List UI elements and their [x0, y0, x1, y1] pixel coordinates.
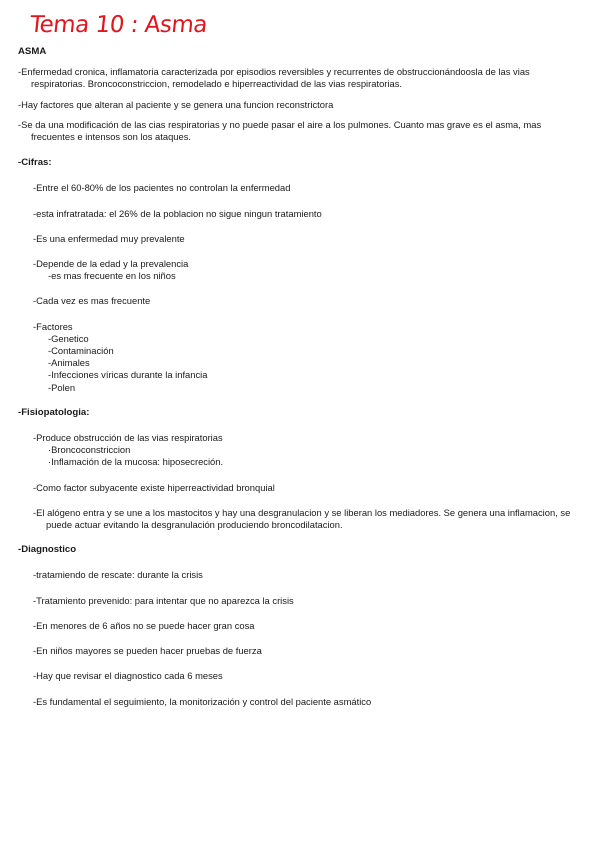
intro-paragraph-2: -Hay factores que alteran al paciente y se genera una funcion reconstrictora — [18, 98, 334, 110]
list-item: -tratamiendo de rescate: durante la crisis — [33, 569, 203, 581]
list-item: -Tratamiento prevenido: para intentar que no aparezca la crisis — [33, 594, 294, 606]
factor-item: -Genetico — [48, 332, 89, 344]
factor-item: -Contaminación — [48, 345, 114, 357]
list-item: -esta infratratada: el 26% de la poblacion no sigue ningun tratamiento — [33, 207, 322, 219]
section-heading-asma: ASMA — [18, 46, 47, 57]
list-item: -Es una enfermedad muy prevalente — [33, 232, 185, 244]
list-item: -Hay que revisar el diagnostico cada 6 meses — [33, 670, 223, 682]
sub-list-item: ·Broncoconstriccion — [48, 444, 131, 456]
list-item: -Factores — [33, 320, 73, 332]
sub-list-item: -es mas frecuente en los niños — [48, 270, 176, 282]
list-item: -Produce obstrucción de las vias respiratorias — [33, 432, 223, 444]
handwritten-title: Tema 10 : Asma — [28, 12, 209, 38]
list-item: -El alógeno entra y se une a los mastocitos y hay una desgranulacion y se liberan los mediadores. Se genera una inflamacion, se puede actuar evitando la desgranulación produciendo broncodilatacion. — [33, 506, 571, 531]
list-item: -En menores de 6 años no se puede hacer gran cosa — [33, 619, 255, 631]
intro-paragraph-3: -Se da una modificación de las cias respiratorias y no puede pasar el aire a los pulmones. Cuanto mas grave es el asma, mas frecuentes e intensos son los ataques. — [18, 118, 542, 143]
sub-list-item: ·Inflamación de la mucosa: hiposecreción. — [48, 456, 224, 468]
factor-item: -Infecciones víricas durante la infancia — [48, 369, 208, 381]
section-heading-fisiopatologia: -Fisiopatologia: — [18, 406, 90, 418]
list-item: -En niños mayores se pueden hacer pruebas de fuerza — [33, 645, 262, 657]
list-item: -Cada vez es mas frecuente — [33, 295, 151, 307]
list-item: -Entre el 60-80% de los pacientes no controlan la enfermedad — [33, 182, 291, 194]
section-heading-cifras: -Cifras: — [18, 157, 52, 169]
section-heading-diagnostico: -Diagnostico — [18, 544, 77, 556]
factor-item: -Polen — [48, 381, 76, 393]
list-item: -Como factor subyacente existe hiperreactividad bronquial — [33, 481, 275, 493]
factor-item: -Animales — [48, 357, 90, 369]
list-item: -Depende de la edad y la prevalencia — [33, 258, 189, 270]
intro-paragraph-1: -Enfermedad cronica, inflamatoria caracterizada por episodios reversibles y recurrentes de obstruccionándoosla de las vias respiratorias. Broncoconstriccion, remodelado e hiperreactividad de las vias respiratorias. — [18, 66, 530, 90]
list-item: -Es fundamental el seguimiento, la monitorización y control del paciente asmático — [33, 695, 372, 707]
document-body — [18, 46, 578, 708]
